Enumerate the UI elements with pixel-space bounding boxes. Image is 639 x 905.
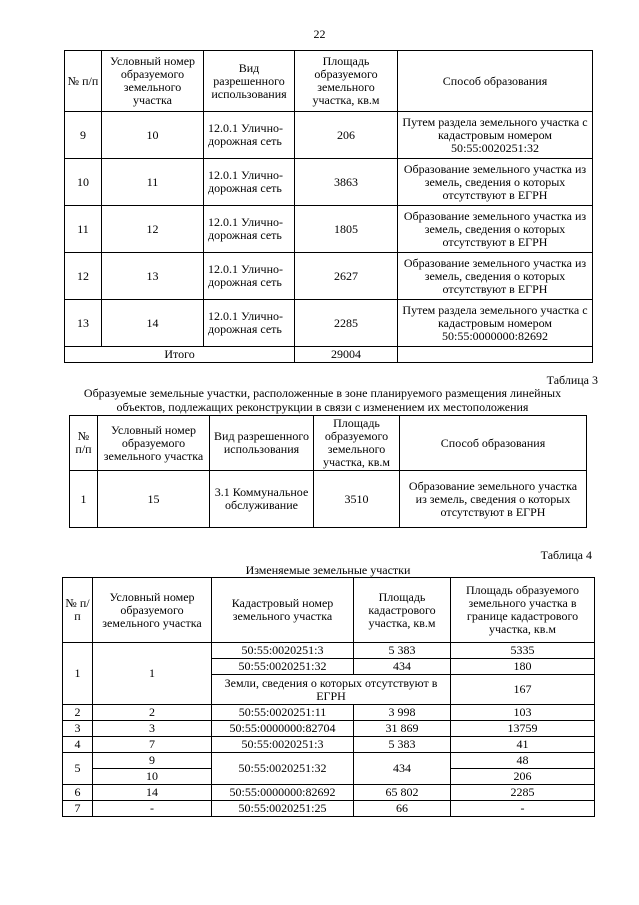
header-conditional-number: Условный номер образуемого земельного участка bbox=[93, 578, 212, 643]
table-row bbox=[63, 705, 595, 721]
total-value: 29004 bbox=[295, 347, 398, 363]
cell-area: 2627 bbox=[295, 253, 398, 300]
cell-conditional-number: 9 bbox=[93, 753, 212, 769]
cell-formation-method: Образование земельного участка из земель, сведения о которых отсутствуют в ЕГРН bbox=[400, 471, 587, 528]
cell-area: 3510 bbox=[314, 471, 400, 528]
cell-usage-type: 12.0.1 Улично-дорожная сеть bbox=[204, 206, 295, 253]
cell-formation-method: Образование земельного участка из земель, сведения о которых отсутствуют в ЕГРН bbox=[398, 253, 593, 300]
header-formation-method: Способ образования bbox=[400, 416, 587, 471]
header-number: № п/п bbox=[63, 578, 93, 643]
header-area: Площадь образуемого земельного участка, кв.м bbox=[295, 51, 398, 112]
cell-conditional-number: 14 bbox=[93, 785, 212, 801]
cell-area: 3863 bbox=[295, 159, 398, 206]
table-2-continuation bbox=[64, 50, 593, 363]
cell-number: 13 bbox=[65, 300, 102, 347]
table-row bbox=[65, 112, 593, 159]
cell-cadastral-number: Земли, сведения о которых отсутствуют в ЕГРН bbox=[212, 675, 451, 705]
table-3-label: Таблица 3 bbox=[546, 373, 598, 387]
table-row bbox=[63, 801, 595, 817]
header-part-area: Площадь образуемого земельного участка в границе кадастрового участка, кв.м bbox=[451, 578, 595, 643]
cell-conditional-number: 15 bbox=[98, 471, 210, 528]
table-row bbox=[65, 253, 593, 300]
cell-cadastral-number: 50:55:0020251:32 bbox=[212, 659, 354, 675]
cell-conditional-number: 3 bbox=[93, 721, 212, 737]
cell-area: 1805 bbox=[295, 206, 398, 253]
cell-cadastral-area: 3 998 bbox=[354, 705, 451, 721]
table-row bbox=[63, 721, 595, 737]
cell-conditional-number: 11 bbox=[102, 159, 204, 206]
cell-part-area: 2285 bbox=[451, 785, 595, 801]
cell-area: 206 bbox=[295, 112, 398, 159]
cell-number: 1 bbox=[63, 643, 93, 705]
cell-number: 7 bbox=[63, 801, 93, 817]
header-usage-type: Вид разрешенного использования bbox=[204, 51, 295, 112]
cell-part-area: 180 bbox=[451, 659, 595, 675]
cell-conditional-number: 10 bbox=[102, 112, 204, 159]
cell-conditional-number: - bbox=[93, 801, 212, 817]
cell-usage-type: 12.0.1 Улично-дорожная сеть bbox=[204, 159, 295, 206]
cell-cadastral-number: 50:55:0000000:82704 bbox=[212, 721, 354, 737]
cell-number: 6 bbox=[63, 785, 93, 801]
table-3 bbox=[69, 415, 587, 528]
cell-usage-type: 3.1 Коммунальное обслуживание bbox=[210, 471, 314, 528]
total-empty-cell bbox=[398, 347, 593, 363]
cell-part-area: 5335 bbox=[451, 643, 595, 659]
page-number: 22 bbox=[313, 27, 326, 41]
cell-part-area: 167 bbox=[451, 675, 595, 705]
header-conditional-number: Условный номер образуемого земельного участка bbox=[102, 51, 204, 112]
cell-number: 4 bbox=[63, 737, 93, 753]
cell-conditional-number: 13 bbox=[102, 253, 204, 300]
header-number: № п/п bbox=[70, 416, 98, 471]
cell-part-area: 103 bbox=[451, 705, 595, 721]
table-row bbox=[65, 206, 593, 253]
header-cadastral-number: Кадастровый номер земельного участка bbox=[212, 578, 354, 643]
header-cadastral-area: Площадь кадастрового участка, кв.м bbox=[354, 578, 451, 643]
cell-cadastral-area: 66 bbox=[354, 801, 451, 817]
table-header-row bbox=[70, 416, 587, 471]
table-3-title: Образуемые земельные участки, расположенные в зоне планируемого размещения линейных объектов, подлежащих реконструкции в связи с изменением их местоположения bbox=[83, 386, 562, 414]
table-row bbox=[63, 785, 595, 801]
cell-cadastral-area: 5 383 bbox=[354, 643, 451, 659]
cell-part-area: 206 bbox=[451, 769, 595, 785]
table-header-row bbox=[63, 578, 595, 643]
cell-usage-type: 12.0.1 Улично-дорожная сеть bbox=[204, 300, 295, 347]
header-usage-type: Вид разрешенного использования bbox=[210, 416, 314, 471]
cell-cadastral-area: 65 802 bbox=[354, 785, 451, 801]
table-row bbox=[63, 753, 595, 769]
table-header-row bbox=[65, 51, 593, 112]
cell-cadastral-number: 50:55:0020251:32 bbox=[212, 753, 354, 785]
table-row bbox=[63, 737, 595, 753]
cell-part-area: 48 bbox=[451, 753, 595, 769]
cell-conditional-number: 10 bbox=[93, 769, 212, 785]
total-label: Итого bbox=[65, 347, 295, 363]
table-row bbox=[63, 643, 595, 659]
cell-cadastral-number: 50:55:0020251:3 bbox=[212, 737, 354, 753]
cell-part-area: 41 bbox=[451, 737, 595, 753]
cell-cadastral-area: 434 bbox=[354, 659, 451, 675]
cell-usage-type: 12.0.1 Улично-дорожная сеть bbox=[204, 112, 295, 159]
cell-cadastral-number: 50:55:0020251:3 bbox=[212, 643, 354, 659]
cell-cadastral-area: 434 bbox=[354, 753, 451, 785]
cell-formation-method: Путем раздела земельного участка с кадастровым номером 50:55:0020251:32 bbox=[398, 112, 593, 159]
cell-formation-method: Образование земельного участка из земель, сведения о которых отсутствуют в ЕГРН bbox=[398, 159, 593, 206]
cell-usage-type: 12.0.1 Улично-дорожная сеть bbox=[204, 253, 295, 300]
cell-conditional-number: 7 bbox=[93, 737, 212, 753]
cell-part-area: 13759 bbox=[451, 721, 595, 737]
cell-part-area: - bbox=[451, 801, 595, 817]
cell-number: 10 bbox=[65, 159, 102, 206]
cell-conditional-number: 2 bbox=[93, 705, 212, 721]
cell-number: 2 bbox=[63, 705, 93, 721]
cell-cadastral-number: 50:55:0020251:11 bbox=[212, 705, 354, 721]
cell-number: 12 bbox=[65, 253, 102, 300]
table-4-label: Таблица 4 bbox=[540, 548, 592, 562]
cell-number: 5 bbox=[63, 753, 93, 785]
cell-conditional-number: 1 bbox=[93, 643, 212, 705]
cell-area: 2285 bbox=[295, 300, 398, 347]
cell-conditional-number: 14 bbox=[102, 300, 204, 347]
table-4-title: Изменяемые земельные участки bbox=[245, 563, 411, 577]
header-formation-method: Способ образования bbox=[398, 51, 593, 112]
cell-conditional-number: 12 bbox=[102, 206, 204, 253]
header-area: Площадь образуемого земельного участка, кв.м bbox=[314, 416, 400, 471]
cell-cadastral-area: 31 869 bbox=[354, 721, 451, 737]
cell-cadastral-number: 50:55:0000000:82692 bbox=[212, 785, 354, 801]
cell-formation-method: Образование земельного участка из земель, сведения о которых отсутствуют в ЕГРН bbox=[398, 206, 593, 253]
cell-formation-method: Путем раздела земельного участка с кадастровым номером 50:55:0000000:82692 bbox=[398, 300, 593, 347]
table-4 bbox=[62, 577, 595, 817]
table-row bbox=[70, 471, 587, 528]
table-row bbox=[65, 300, 593, 347]
cell-number: 9 bbox=[65, 112, 102, 159]
cell-cadastral-area: 5 383 bbox=[354, 737, 451, 753]
cell-number: 1 bbox=[70, 471, 98, 528]
header-conditional-number: Условный номер образуемого земельного участка bbox=[98, 416, 210, 471]
cell-cadastral-number: 50:55:0020251:25 bbox=[212, 801, 354, 817]
table-total-row bbox=[65, 347, 593, 363]
table-row bbox=[65, 159, 593, 206]
cell-number: 3 bbox=[63, 721, 93, 737]
header-number: № п/п bbox=[65, 51, 102, 112]
cell-number: 11 bbox=[65, 206, 102, 253]
